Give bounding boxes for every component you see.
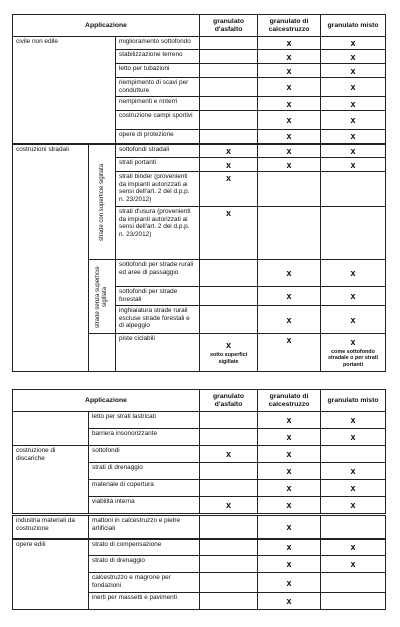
mark-misto-value: x [350, 336, 356, 347]
use-cell: miglioramento sottofondo [116, 37, 200, 50]
mark-calcestruzzo: x [258, 516, 321, 539]
mark-asfalto [200, 64, 258, 78]
mark-asfalto [200, 306, 258, 334]
mark-asfalto [200, 480, 258, 497]
mark-misto [321, 446, 386, 463]
mark-asfalto: x [200, 144, 258, 158]
header-granulato-calcestruzzo: granulato di calcestruzzo [258, 390, 321, 412]
mark-calcestruzzo: x [258, 50, 321, 64]
mark-asfalto [200, 573, 258, 593]
mark-misto: x [321, 287, 386, 306]
mark-asfalto: x [200, 497, 258, 514]
mark-misto [321, 207, 386, 260]
use-cell: strati d'usura (provenienti da impianti autorizzati ai sensi dell'art. 2 del d.p.p. n. 23/2012) [116, 207, 200, 260]
mark-asfalto [200, 593, 258, 610]
use-cell: letto per strati lastricati [89, 412, 200, 429]
subcategory-unsealed-label: strade senza superficie sigillata [95, 265, 108, 328]
use-cell: sottofondi stradali [116, 144, 200, 158]
mark-misto: x [321, 97, 386, 111]
mark-calcestruzzo: x [258, 144, 321, 158]
use-cell: sottofondi per strade rurali ed aree di passaggio [116, 260, 200, 287]
category-cell: costruzioni stradali [13, 144, 89, 372]
subcategory-empty [89, 334, 116, 372]
mark-calcestruzzo: x [258, 97, 321, 111]
mark-calcestruzzo: x [258, 78, 321, 97]
use-cell: sottofondi [89, 446, 200, 463]
mark-asfalto [200, 287, 258, 306]
use-cell: inerti per massetti e pavimenti [89, 593, 200, 610]
mark-calcestruzzo: x [258, 573, 321, 593]
mark-asfalto: x [200, 446, 258, 463]
mark-calcestruzzo: x [258, 593, 321, 610]
category-cell: costruzione di discariche [13, 446, 89, 514]
use-cell: strati binder (provenienti da impianti autorizzati ai sensi dell'art. 2 del d.p.p. n. 23/2012) [116, 172, 200, 207]
use-cell: strati di drenaggio [89, 463, 200, 480]
subcategory-sealed-label: strade con superficie sigillata [98, 163, 105, 241]
mark-misto: x [321, 158, 386, 172]
use-cell: strati portanti [116, 158, 200, 172]
header-granulato-calcestruzzo: granulato di calcestruzzo [258, 15, 321, 37]
category-cell: opere edili [13, 539, 89, 610]
use-cell: strato di compensazione [89, 539, 200, 556]
mark-misto: x [321, 539, 386, 556]
use-cell: costruzione campi sportivi [116, 111, 200, 130]
mark-asfalto [200, 37, 258, 50]
mark-calcestruzzo: x [258, 111, 321, 130]
applications-table-3 [12, 515, 386, 610]
mark-misto: x [321, 463, 386, 480]
mark-asfalto [200, 78, 258, 97]
mark-asfalto [200, 50, 258, 64]
note-misto: come sottofondo stradale o per strati portanti [328, 348, 379, 368]
mark-calcestruzzo: x [258, 429, 321, 446]
use-cell: materiale di copertura [89, 480, 200, 497]
mark-calcestruzzo [258, 172, 321, 207]
mark-misto [321, 172, 386, 207]
use-cell: mattoni in calcestruzzo e pietre artificiali [89, 516, 200, 539]
use-cell: piste ciclabili [116, 334, 200, 372]
mark-calcestruzzo: x [258, 480, 321, 497]
use-cell: opere di protezione [116, 130, 200, 144]
mark-asfalto [200, 334, 258, 372]
mark-calcestruzzo: x [258, 446, 321, 463]
mark-misto: x [321, 64, 386, 78]
use-cell: barriera insonorizzante [89, 429, 200, 446]
category-cell: civile non edile [13, 37, 116, 144]
applications-table-1 [12, 14, 386, 372]
mark-asfalto-value: x [226, 340, 232, 351]
use-cell: inghiaiatura strade rurali escluse strade forestali e di alpeggio [116, 306, 200, 334]
mark-calcestruzzo: x [258, 287, 321, 306]
header-applicazione: Applicazione [13, 390, 200, 412]
header-granulato-misto: granulato misto [321, 390, 386, 412]
mark-calcestruzzo: x [258, 306, 321, 334]
mark-asfalto: x [200, 158, 258, 172]
mark-misto [321, 573, 386, 593]
mark-misto: x [321, 497, 386, 514]
mark-asfalto: x [200, 172, 258, 207]
mark-misto: x [321, 306, 386, 334]
mark-misto: x [321, 412, 386, 429]
use-cell: riempimenti e rinterri [116, 97, 200, 111]
header-granulato-asfalto: granulato d'asfalto [200, 390, 258, 412]
category-cell: industria materiali da costruzione [13, 516, 89, 539]
header-granulato-asfalto: granulato d'asfalto [200, 15, 258, 37]
mark-misto: x [321, 111, 386, 130]
use-cell: calcestruzzo e magrone per fondazioni [89, 573, 200, 593]
mark-misto: x [321, 37, 386, 50]
mark-asfalto [200, 130, 258, 144]
mark-asfalto [200, 412, 258, 429]
mark-misto: x [321, 480, 386, 497]
header-granulato-misto: granulato misto [321, 15, 386, 37]
mark-misto: x [321, 144, 386, 158]
category-cell [13, 412, 89, 446]
mark-misto: x [321, 130, 386, 144]
use-cell: strato di drenaggio [89, 556, 200, 573]
use-cell: stabilizzazione terreno [116, 50, 200, 64]
mark-misto: x [321, 50, 386, 64]
mark-asfalto [200, 463, 258, 480]
mark-calcestruzzo: x [258, 556, 321, 573]
mark-asfalto [200, 539, 258, 556]
mark-misto: x [321, 556, 386, 573]
mark-calcestruzzo: x [258, 463, 321, 480]
mark-calcestruzzo: x [258, 497, 321, 514]
header-applicazione: Applicazione [13, 15, 200, 37]
subcategory-sealed [89, 144, 116, 260]
use-cell: riempimento di scavi per condutture [116, 78, 200, 97]
mark-asfalto [200, 111, 258, 130]
use-cell: sottofondi per strade forestali [116, 287, 200, 306]
mark-asfalto [200, 429, 258, 446]
mark-calcestruzzo: x [258, 539, 321, 556]
mark-asfalto [200, 97, 258, 111]
mark-misto [321, 516, 386, 539]
mark-misto [321, 334, 386, 372]
note-asfalto: sotto superfici sigillate [209, 352, 248, 365]
use-cell: letto per tubazioni [116, 64, 200, 78]
mark-misto: x [321, 260, 386, 287]
mark-calcestruzzo: x [258, 37, 321, 50]
mark-asfalto [200, 260, 258, 287]
mark-misto [321, 593, 386, 610]
mark-calcestruzzo [258, 207, 321, 260]
use-cell: viabilità interna [89, 497, 200, 514]
mark-calcestruzzo: x [258, 412, 321, 429]
mark-calcestruzzo: x [258, 130, 321, 144]
mark-calcestruzzo: x [258, 158, 321, 172]
mark-misto: x [321, 78, 386, 97]
mark-calcestruzzo: x [258, 334, 321, 372]
subcategory-unsealed [89, 260, 116, 334]
mark-misto: x [321, 429, 386, 446]
mark-asfalto [200, 556, 258, 573]
mark-calcestruzzo: x [258, 64, 321, 78]
mark-asfalto: x [200, 207, 258, 260]
mark-asfalto [200, 516, 258, 539]
mark-calcestruzzo: x [258, 260, 321, 287]
applications-table-2 [12, 389, 386, 514]
